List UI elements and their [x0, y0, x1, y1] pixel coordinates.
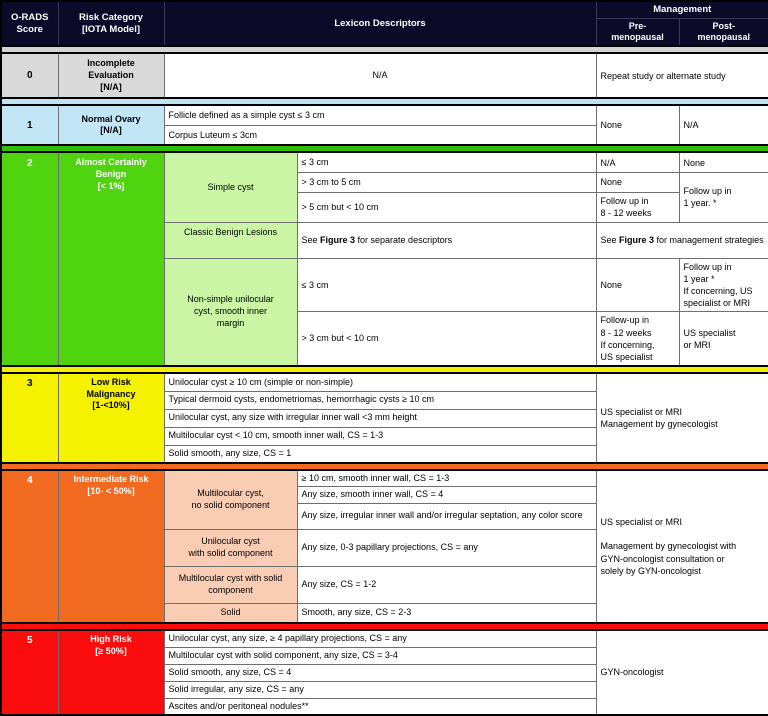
orads-5-descriptor-1: Unilocular cyst, any size, ≥ 4 papillary projections, CS = any [164, 630, 596, 647]
table-row-orads-4a [1, 470, 768, 487]
separator-bar-gray [1, 46, 768, 53]
table-row-orads-0 [1, 53, 768, 98]
orads-3-descriptor-1: Unilocular cyst ≥ 10 cm (simple or non-simple) [164, 373, 596, 391]
header-risk-category-line1: Risk Category [79, 11, 143, 23]
orads-2-sub3-line1: Non-simple unilocular [187, 294, 274, 305]
orads-5-category [58, 630, 164, 715]
orads-5-descriptor-2: Multilocular cyst with solid component, any size, CS = 3-4 [164, 647, 596, 664]
orads-4-sub3-line1: Multilocular cyst with solid [178, 572, 283, 583]
orads-2-management-4-pre: See [600, 235, 620, 246]
orads-1-category-line1: Normal Ovary [81, 113, 141, 124]
orads-2-descriptor-4-figure-ref: Figure 3 [320, 234, 356, 245]
orads-2-category-line2: Benign [95, 169, 127, 180]
orads-2-pre-6-line1: Follow-up in [600, 315, 650, 326]
orads-2-pre-1: N/A [596, 152, 679, 172]
orads-2-pre-6-line2: 8 - 12 weeks [600, 327, 652, 338]
orads-2-pre-6-line3: If concerning, [600, 339, 655, 350]
orads-3-descriptor-5: Solid smooth, any size, CS = 1 [164, 445, 596, 463]
orads-2-management-4-post: for management strategies [654, 235, 764, 246]
orads-2-management-4-figure-ref: Figure 3 [619, 235, 655, 246]
orads-4-management-line1: US specialist or MRI [600, 517, 683, 528]
orads-2-category-line1: Almost Certainly [75, 157, 147, 168]
orads-2-score: 2 [1, 152, 58, 366]
orads-2-category-line3: [< 1%] [97, 180, 125, 191]
orads-3-score: 3 [1, 373, 58, 463]
header-risk-category-line2: [IOTA Model] [81, 23, 141, 35]
orads-5-descriptor-5: Ascites and/or peritoneal nodules** [164, 698, 596, 715]
orads-2-post-2 [679, 172, 768, 222]
orads-2-post-5-line1: Follow up in [683, 261, 732, 272]
header-premenopausal [596, 18, 679, 46]
orads-5-score: 5 [1, 630, 58, 715]
orads-4-sub-unilocular-solid [164, 529, 297, 566]
orads-3-category-line3: [1-<10%] [92, 400, 130, 411]
orads-4-sub3-line2: component [208, 584, 253, 595]
orads-0-category-line1: Incomplete [87, 58, 135, 69]
orads-4-sub-multilocular-solid [164, 566, 297, 603]
orads-4-sub1-line1: Multilocular cyst, [197, 488, 264, 499]
orads-4-descriptor-4: Any size, 0-3 papillary projections, CS = any [297, 529, 596, 566]
orads-1-category [58, 105, 164, 145]
separator-bar-green [1, 145, 768, 152]
table-row-orads-2a [1, 152, 768, 172]
orads-4-descriptor-2: Any size, smooth inner wall, CS = 4 [297, 487, 596, 503]
orads-3-management-line2: Management by gynecologist [600, 419, 718, 429]
orads-2-descriptor-4-post: for separate descriptors [355, 234, 453, 245]
orads-2-post-5-line4: specialist or MRI [683, 298, 751, 309]
orads-2-pre-3-line2: 8 - 12 weeks [600, 208, 652, 219]
orads-2-descriptor-5: ≤ 3 cm [297, 258, 596, 312]
table-header-row [1, 1, 768, 18]
orads-4-sub-solid: Solid [164, 603, 297, 623]
orads-2-sub-simple-cyst: Simple cyst [164, 152, 297, 222]
orads-0-management: Repeat study or alternate study [596, 53, 768, 98]
separator-bar-red [1, 623, 768, 630]
orads-4-sub1-line2: no solid component [191, 499, 270, 510]
orads-2-descriptor-6: > 3 cm but < 10 cm [297, 312, 596, 366]
orads-2-post-2-line1: Follow up in [683, 186, 732, 197]
orads-2-post-5-line2: 1 year * [683, 274, 715, 285]
orads-0-category-line3: [N/A] [100, 81, 122, 92]
orads-0-category-line2: Evaluation [88, 70, 134, 81]
orads-0-category [58, 53, 164, 98]
orads-4-sub2-line1: Unilocular cyst [201, 535, 260, 546]
orads-3-descriptor-4: Multilocular cyst < 10 cm, smooth inner wall, CS = 1-3 [164, 427, 596, 445]
orads-2-descriptor-1: ≤ 3 cm [297, 152, 596, 172]
table-row-orads-5a [1, 630, 768, 647]
orads-4-descriptor-6: Smooth, any size, CS = 2-3 [297, 603, 596, 623]
orads-2-pre-3 [596, 192, 679, 222]
orads-4-descriptor-1: ≥ 10 cm, smooth inner wall, CS = 1-3 [297, 470, 596, 487]
orads-4-score: 4 [1, 470, 58, 623]
orads-3-management-line1: US specialist or MRI [600, 406, 683, 417]
orads-2-post-6-line2: or MRI [683, 339, 711, 350]
orads-4-management-line3: GYN-oncologist consultation or [600, 553, 725, 564]
orads-4-descriptor-3: Any size, irregular inner wall and/or irregular septation, any color score [297, 503, 596, 529]
orads-3-category-line2: Malignancy [86, 388, 136, 399]
orads-2-post-6-line1: US specialist [683, 327, 736, 338]
orads-2-descriptor-4-pre: See [301, 234, 321, 245]
orads-2-descriptor-3: > 5 cm but < 10 cm [297, 192, 596, 222]
orads-5-category-line1: High Risk [90, 634, 132, 644]
orads-2-descriptor-4 [297, 222, 596, 258]
orads-1-premenopausal: None [596, 105, 679, 145]
orads-2-pre-3-line1: Follow up in [600, 196, 649, 207]
header-postmenopausal [679, 18, 768, 46]
header-premenopausal-line1: Pre- [628, 20, 647, 31]
orads-4-management-line2: Management by gynecologist with [600, 541, 737, 552]
orads-5-category-line2: [≥ 50%] [95, 645, 127, 656]
orads-5-management: GYN-oncologist [596, 630, 768, 715]
orads-2-pre-2: None [596, 172, 679, 192]
table-row-orads-1a [1, 105, 768, 125]
header-risk-category [58, 1, 164, 46]
orads-5-descriptor-4: Solid irregular, any size, CS = any [164, 681, 596, 698]
orads-2-pre-6-line4: US specialist [600, 351, 653, 362]
orads-3-management [596, 373, 768, 463]
orads-2-sub-nonsimple-unilocular [164, 258, 297, 366]
orads-1-postmenopausal: N/A [679, 105, 768, 145]
orads-2-post-2-line2: 1 year. * [683, 198, 717, 209]
orads-4-descriptor-5: Any size, CS = 1-2 [297, 566, 596, 603]
orads-2-management-4 [596, 222, 768, 258]
orads-3-descriptor-3: Unilocular cyst, any size with irregular inner wall <3 mm height [164, 409, 596, 427]
orads-4-management-line4: solely by GYN-oncologist [600, 565, 702, 576]
orads-1-score: 1 [1, 105, 58, 145]
header-postmenopausal-line1: Post- [712, 20, 735, 31]
orads-1-descriptor-2: Corpus Luteum ≤ 3cm [164, 125, 596, 145]
header-premenopausal-line2: menopausal [611, 32, 664, 43]
orads-3-category [58, 373, 164, 463]
table-row-orads-3a [1, 373, 768, 391]
orads-2-sub3-line3: margin [216, 317, 245, 328]
header-orads-score [1, 1, 58, 46]
orads-4-category-line1: Intermediate Risk [73, 474, 149, 484]
orads-2-category [58, 152, 164, 366]
header-lexicon-descriptors: Lexicon Descriptors [164, 1, 596, 46]
orads-2-descriptor-2: > 3 cm to 5 cm [297, 172, 596, 192]
separator-bar-orange [1, 463, 768, 470]
header-orads-score-line2: Score [16, 23, 43, 35]
orads-4-category [58, 470, 164, 623]
orads-4-category-line2: [10- < 50%] [87, 485, 135, 496]
orads-2-pre-6 [596, 312, 679, 366]
orads-3-descriptor-2: Typical dermoid cysts, endometriomas, hemorrhagic cysts ≥ 10 cm [164, 391, 596, 409]
orads-2-sub3-line2: cyst, smooth inner [193, 306, 268, 317]
orads-2-post-1: None [679, 152, 768, 172]
orads-2-pre-5: None [596, 258, 679, 312]
orads-0-descriptor: N/A [164, 53, 596, 98]
orads-1-category-line2: [N/A] [100, 125, 122, 136]
orads-1-descriptor-1: Follicle defined as a simple cyst ≤ 3 cm [164, 105, 596, 125]
header-orads-score-line1: O-RADS [11, 11, 49, 23]
header-postmenopausal-line2: menopausal [697, 32, 751, 43]
orads-2-sub-classic-benign: Classic Benign Lesions [164, 222, 297, 258]
orads-5-descriptor-3: Solid smooth, any size, CS = 4 [164, 664, 596, 681]
orads-3-category-line1: Low Risk [91, 377, 131, 387]
orads-2-post-5-line3: If concerning, US [683, 286, 753, 297]
separator-bar-yellow [1, 366, 768, 373]
separator-bar-blue [1, 98, 768, 105]
orads-4-sub-multilocular-no-solid [164, 470, 297, 529]
orads-4-sub2-line2: with solid component [188, 547, 273, 558]
orads-2-post-5 [679, 258, 768, 312]
header-management: Management [596, 1, 768, 18]
orads-0-score: 0 [1, 53, 58, 98]
orads-4-management [596, 470, 768, 623]
orads-2-post-6 [679, 312, 768, 366]
